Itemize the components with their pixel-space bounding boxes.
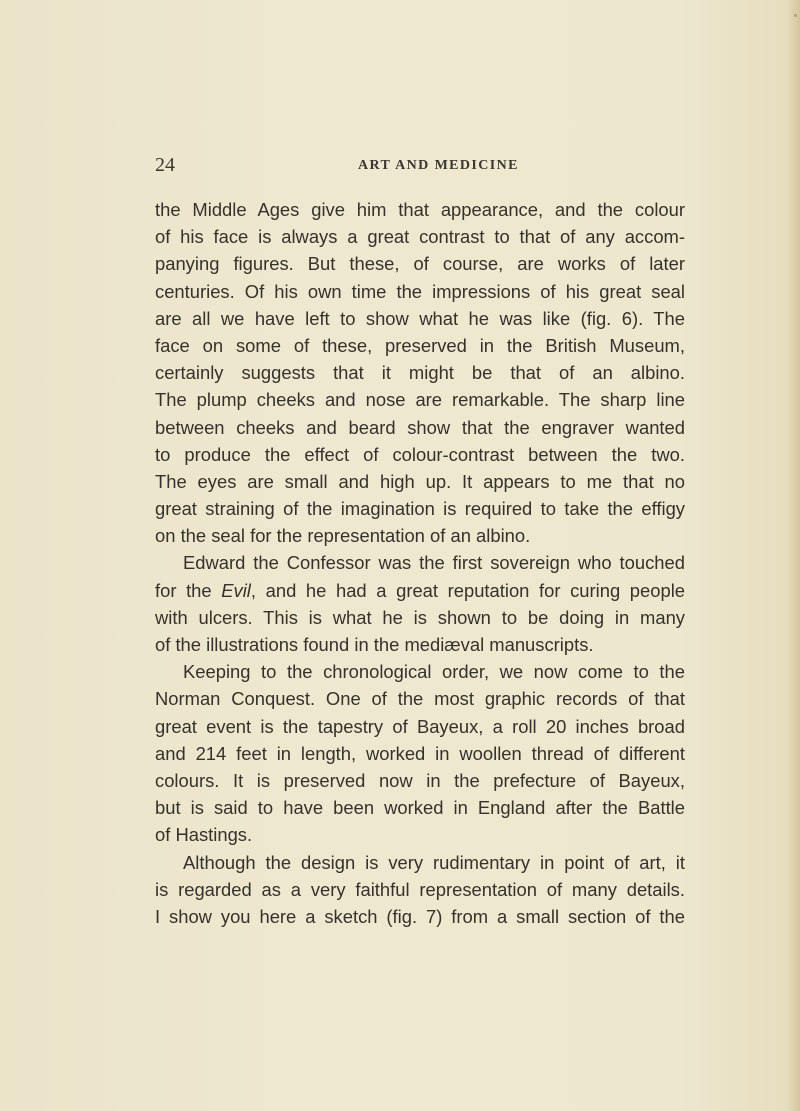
italic-term: Evil: [221, 579, 251, 601]
text-line: certainly suggests that it might be that of an albino.: [155, 362, 685, 384]
text-line: of the illustrations found in the mediæval manuscripts.: [155, 634, 594, 655]
text-line: to produce the effect of colour-contrast between the two.: [155, 443, 685, 465]
paper-speck: [794, 14, 797, 17]
text-fragment: for the: [155, 579, 222, 601]
text-line: is regarded as a very faithful representation of many details.: [155, 878, 685, 900]
text-line: and 214 feet in length, worked in woollen thread of different: [155, 742, 685, 764]
text-line-with-italic: [155, 577, 685, 604]
text-line: centuries. Of his own time the impressions of his great seal: [155, 280, 685, 302]
text-line: on the seal for the representation of an albino.: [155, 525, 531, 547]
page-header: [0, 150, 800, 180]
text-line: The eyes are small and high up. It appears to me that no: [155, 470, 685, 492]
text-line: face on some of these, preserved in the British Museum,: [155, 334, 685, 356]
text-line: Keeping to the chronological order, we now come to the: [183, 661, 685, 683]
text-line: the Middle Ages give him that appearance, and the colour: [155, 199, 685, 220]
text-line: I show you here a sketch (fig. 7) from a small section of the: [155, 905, 685, 927]
text-line: with ulcers. This is what he is shown to be doing in many: [155, 606, 685, 628]
text-line: of Hastings.: [155, 824, 253, 846]
page-number: 24: [155, 154, 175, 176]
text-line: The plump cheeks and nose are remarkable. The sharp line: [155, 389, 685, 411]
text-line: of his face is always a great contrast to that of any accom-: [155, 226, 685, 248]
text-line: great event is the tapestry of Bayeux, a roll 20 inches broad: [155, 715, 685, 737]
text-line: Norman Conquest. One of the most graphic records of that: [155, 688, 685, 710]
text-line: Edward the Confessor was the first sovereign who touched: [183, 552, 685, 574]
text-line: panying figures. But these, of course, are works of later: [155, 253, 685, 275]
text-line: colours. It is preserved now in the prefecture of Bayeux,: [155, 769, 685, 791]
text-line: great straining of the imagination is required to take the effigy: [155, 498, 685, 520]
running-head: ART AND MEDICINE: [358, 158, 519, 173]
body-text: [155, 196, 685, 930]
text-line: but is said to have been worked in England after the Battle: [155, 797, 685, 819]
text-line: Although the design is very rudimentary in point of art, it: [183, 851, 685, 873]
text-line: between cheeks and beard show that the engraver wanted: [155, 416, 685, 438]
text-fragment: , and he had a great reputation for curing people: [250, 579, 686, 601]
text-line: are all we have left to show what he was like (fig. 6). The: [155, 307, 685, 329]
